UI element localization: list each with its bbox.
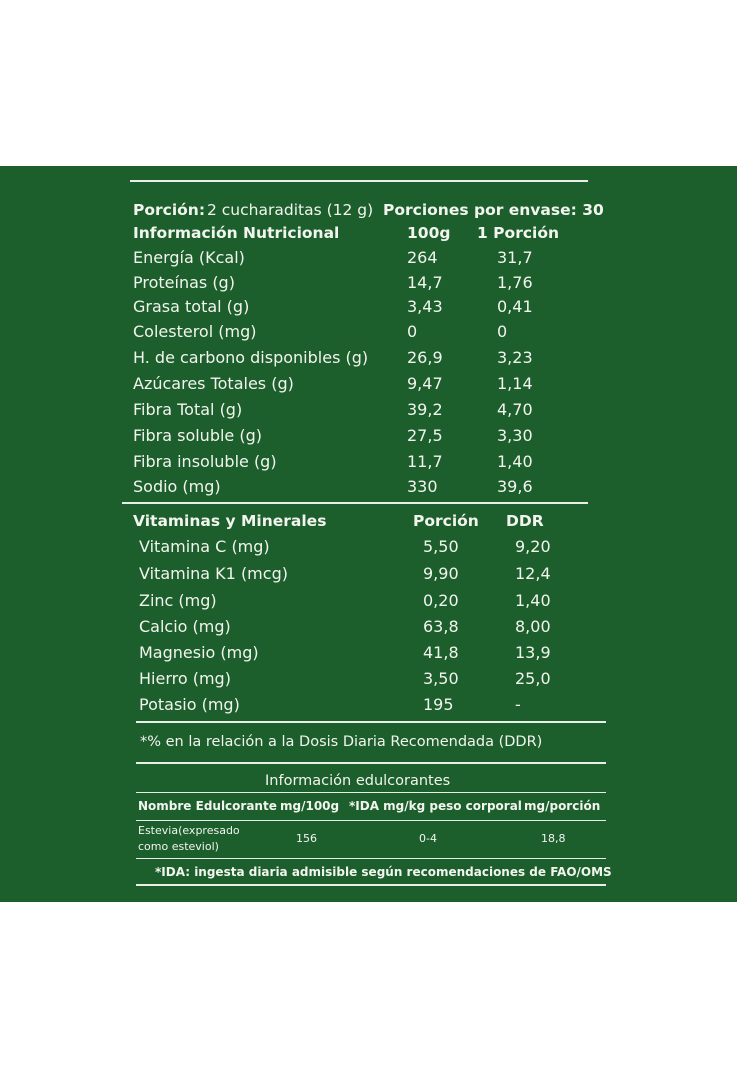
nutrient-name: H. de carbono disponibles (g): [133, 348, 369, 367]
sweeteners-title: Información edulcorantes: [265, 773, 451, 789]
vitamin-name: Vitamina C (mg): [139, 537, 270, 556]
nutrient-portion: 31,7: [497, 248, 533, 267]
vitamin-name: Potasio (mg): [139, 695, 240, 714]
ida-footnote: *IDA: ingesta diaria admisible según recomendaciones de FAO/OMS: [155, 865, 612, 879]
nutrient-portion: 3,30: [497, 426, 533, 445]
vitamin-name: Magnesio (mg): [139, 643, 259, 662]
sweeteners-header-rule: [136, 792, 606, 793]
vitamins-col-ddr-header: DDR: [506, 512, 544, 530]
nutrient-per100: 11,7: [407, 452, 443, 471]
vitamin-name: Hierro (mg): [139, 669, 231, 688]
vitamin-portion: 3,50: [423, 669, 459, 688]
nutrient-name: Proteínas (g): [133, 273, 235, 292]
vitamin-portion: 0,20: [423, 591, 459, 610]
nutrient-name: Sodio (mg): [133, 477, 221, 496]
nutrient-per100: 14,7: [407, 273, 443, 292]
sweetener-portion: 18,8: [541, 832, 566, 845]
ddr-note: *% en la relación a la Dosis Diaria Recomendada (DDR): [140, 734, 543, 750]
nutrient-portion: 0: [497, 322, 508, 341]
bottom-rule: [136, 884, 606, 886]
nutrient-name: Azúcares Totales (g): [133, 374, 294, 393]
nutrient-portion: 1,40: [497, 452, 533, 471]
vitamin-name: Calcio (mg): [139, 617, 231, 636]
nutrient-per100: 0: [407, 322, 418, 341]
nutrient-name: Energía (Kcal): [133, 248, 245, 267]
vitamin-name: Zinc (mg): [139, 591, 217, 610]
nutrient-per100: 9,47: [407, 374, 443, 393]
vitamin-name: Vitamina K1 (mcg): [139, 564, 288, 583]
nutrient-name: Fibra insoluble (g): [133, 452, 277, 471]
nutrient-portion: 0,41: [497, 297, 533, 316]
section-rule: [122, 502, 588, 504]
vitamin-portion: 63,8: [423, 617, 459, 636]
nutrient-per100: 330: [407, 477, 438, 496]
col-portion-header: 1 Porción: [477, 224, 560, 242]
nutrient-per100: 26,9: [407, 348, 443, 367]
sweetener-mg100: 156: [296, 832, 317, 845]
vitamin-ddr: 9,20: [515, 537, 551, 556]
nutrient-portion: 3,23: [497, 348, 533, 367]
vitamins-title: Vitaminas y Minerales: [133, 512, 327, 530]
vitamin-ddr: 12,4: [515, 564, 551, 583]
sweeteners-footer-rule: [136, 858, 606, 859]
portion-value: 2 cucharaditas (12 g): [207, 201, 374, 219]
nutrition-title: Información Nutricional: [133, 224, 340, 242]
nutrient-per100: 39,2: [407, 400, 443, 419]
vitamins-col-portion-header: Porción: [413, 512, 479, 530]
vitamin-portion: 195: [423, 695, 454, 714]
section-rule: [136, 721, 606, 723]
portion-label: Porción:: [133, 201, 206, 219]
nutrient-name: Grasa total (g): [133, 297, 250, 316]
nutrient-per100: 27,5: [407, 426, 443, 445]
vitamin-portion: 5,50: [423, 537, 459, 556]
vitamin-portion: 9,90: [423, 564, 459, 583]
nutrient-portion: 39,6: [497, 477, 533, 496]
top-rule: [130, 180, 588, 182]
sweeteners-row-rule: [136, 820, 606, 821]
sweetener-col-ida: *IDA mg/kg peso corporal: [349, 799, 522, 813]
sweetener-col-mg100: mg/100g: [280, 799, 340, 813]
nutrient-per100: 3,43: [407, 297, 443, 316]
nutrient-portion: 1,14: [497, 374, 533, 393]
vitamin-ddr: 13,9: [515, 643, 551, 662]
nutrient-name: Colesterol (mg): [133, 322, 257, 341]
sweetener-name-line2: como esteviol): [138, 840, 219, 853]
servings-per-container: Porciones por envase: 30: [383, 201, 604, 219]
sweetener-ida: 0-4: [419, 832, 437, 845]
section-rule: [136, 762, 606, 764]
nutrient-name: Fibra soluble (g): [133, 426, 262, 445]
sweetener-col-name: Nombre Edulcorante: [138, 799, 277, 813]
sweetener-col-portion: mg/porción: [524, 799, 601, 813]
nutrient-per100: 264: [407, 248, 438, 267]
vitamin-ddr: 8,00: [515, 617, 551, 636]
vitamin-portion: 41,8: [423, 643, 459, 662]
sweetener-name-line1: Estevia(expresado: [138, 824, 240, 837]
vitamin-ddr: -: [515, 695, 521, 714]
nutrition-label-panel: [0, 166, 737, 902]
nutrient-name: Fibra Total (g): [133, 400, 243, 419]
vitamin-ddr: 1,40: [515, 591, 551, 610]
vitamin-ddr: 25,0: [515, 669, 551, 688]
col-100g-header: 100g: [407, 224, 451, 242]
nutrient-portion: 4,70: [497, 400, 533, 419]
nutrient-portion: 1,76: [497, 273, 533, 292]
